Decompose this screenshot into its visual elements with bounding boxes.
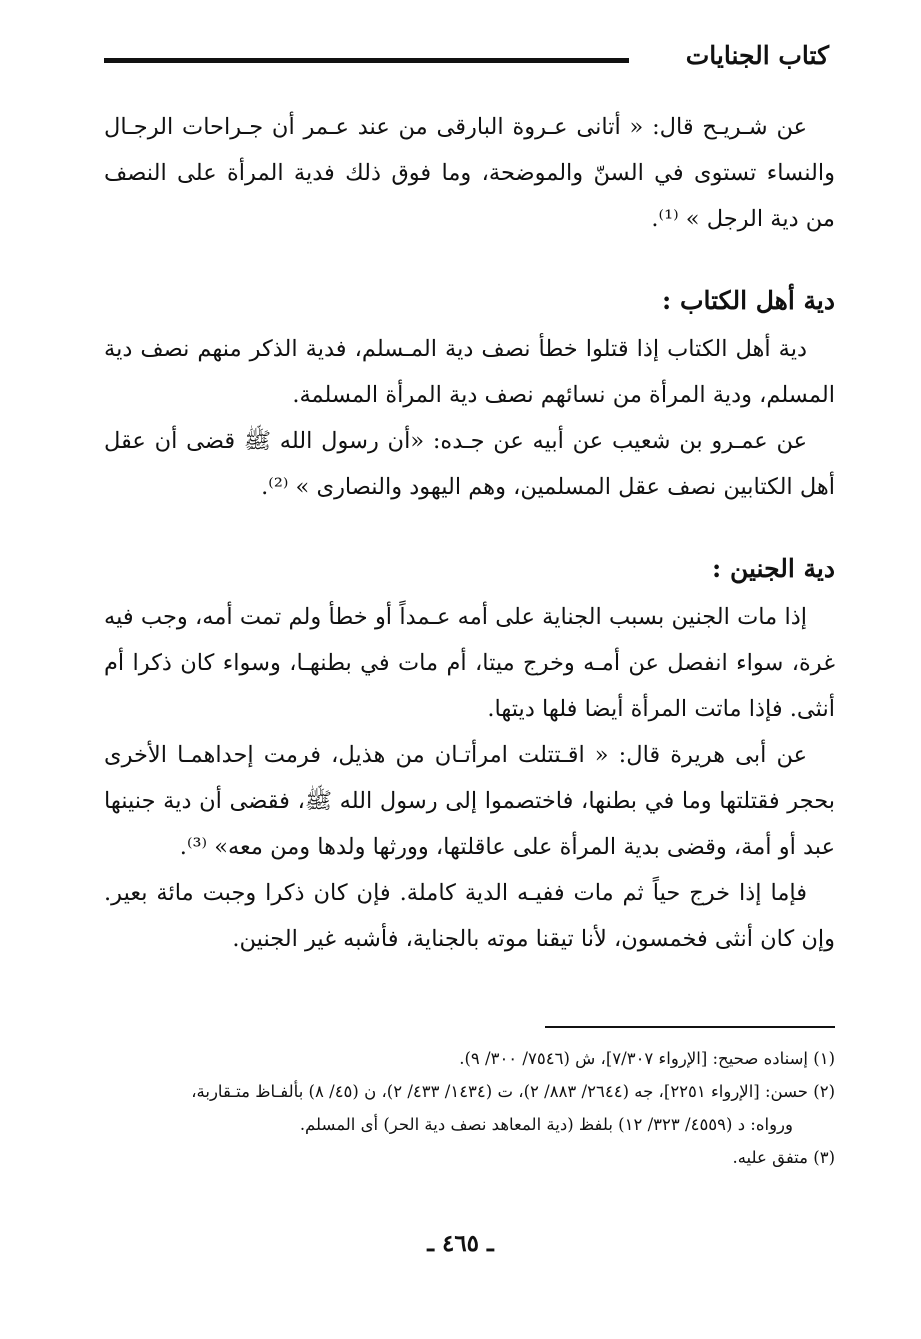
header-rule [104, 58, 629, 63]
paragraph-shurayh: عن شـريـح قال: « أتانى عـروة البارقى من عند عـمر أن جـراحات الرجـال والنساء تستوى في السنّ والموضحة، وما فوق ذلك فدية المرأة على النصف من دية الرجل » ⁽¹⁾. [104, 114, 835, 232]
chapter-title: كتاب الجنايات [685, 41, 829, 70]
paragraph-amr-ibn-shuayb: عن عمـرو بن شعيب عن أبيه عن جـده: «أن رسول الله ﷺ قضى أن عقل أهل الكتابين نصف عقل المسلمين، وهم اليهود والنصارى » ⁽²⁾. [104, 428, 835, 500]
paragraph-alive-birth: فإما إذا خرج حياً ثم مات ففيـه الدية كاملة. فإن كان ذكرا وجبت مائة بعير. وإن كان أنثى فخمسون، لأنا تيقنا موته بالجناية، فأشبه غير الجنين. [104, 880, 835, 952]
footnote-3: (٣) متفق عليه. [732, 1148, 835, 1167]
heading-ahl-al-kitab: دية أهل الكتاب : [662, 286, 835, 315]
paragraph-abu-hurayra: عن أبى هريرة قال: « اقـتتلت امرأتـان من هذيل، فرمت إحداهمـا الأخرى بحجر فقتلتها وما في بطنها، فاختصموا إلى رسول الله ﷺ، فقضى أن دية جنينها عبد أو أمة، وقضى بدية المرأة على عاقلتها، وورثها ولدها ومن معه» ⁽³⁾. [104, 742, 835, 860]
page-number: ـ ٤٦٥ ـ [427, 1230, 494, 1257]
footnote-1: (١) إسناده صحيح: [الإرواء ٧/٣٠٧]، ش (٧٥٤٦/ ٣٠٠/ ٩). [459, 1049, 835, 1068]
footnotes [88, 1026, 835, 1174]
running-header [104, 36, 829, 76]
footnote-rule [545, 1026, 835, 1028]
paragraph-janin: إذا مات الجنين بسبب الجناية على أمه عـمداً أو خطأ ولم تمت أمه، وجب فيه غرة، سواء انفصل عن أمـه وخرج ميتا، أم مات في بطنهـا، وسواء كان ذكرا أم أنثى. فإذا ماتت المرأة أيضا فلها ديتها. [104, 604, 835, 722]
paragraph-ahl-al-kitab: دية أهل الكتاب إذا قتلوا خطأ نصف دية المـسلم، فدية الذكر منهم نصف دية المسلم، ودية المرأة من نسائهم نصف دية المرأة المسلمة. [104, 336, 835, 408]
footnote-2: (٢) حسن: [الإرواء ٢٢٥١]، جه (٢٦٤٤/ ٨٨٣/ ٢)، ت (١٤٣٤/ ٤٣٣/ ٢)، ن (٤٥/ ٨) بألفـاظ متـقاربة، [191, 1082, 835, 1101]
main-text [104, 104, 835, 962]
heading-janin: دية الجنين : [712, 554, 835, 583]
footnote-2-continued: ورواه: د (٤٥٥٩/ ٣٢٣/ ١٢) بلفظ (دية المعاهد نصف دية الحر) أى المسلم. [299, 1115, 793, 1134]
